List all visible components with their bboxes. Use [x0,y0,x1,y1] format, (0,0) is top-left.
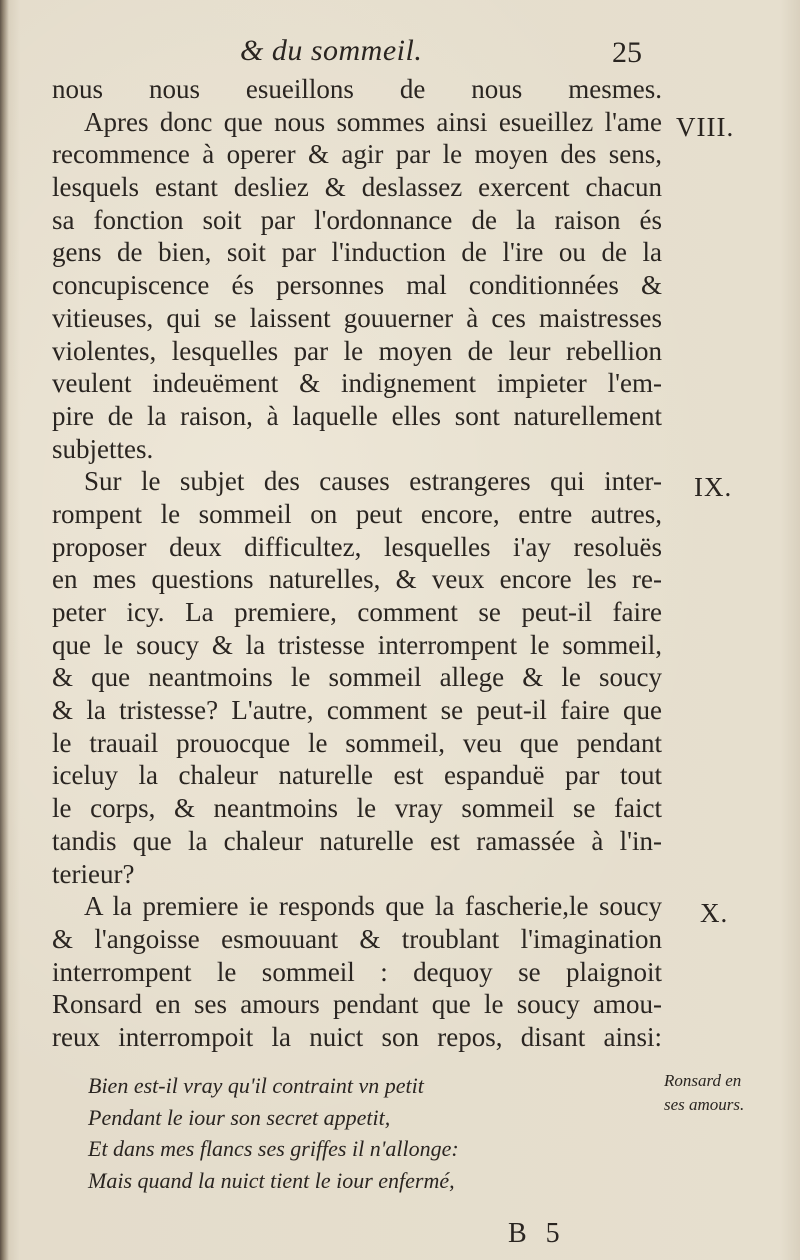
verse-line: Bien est-il vray qu'il contraint vn petit [88,1073,424,1098]
page-number: 25 [612,36,642,69]
verse-line: Pendant le iour son secret appetit, [88,1104,391,1130]
text-line: & la tristesse? L'autre, comment se peut-il faire que [52,695,662,726]
text-line: gens de bien, soit par l'induction de l'ire ou de la [52,237,662,268]
text-line: A la premiere ie responds que la fascherie,le soucy [84,891,662,922]
text-line: pire de la raison, à laquelle elles sont naturellement [52,400,662,431]
margin-source-note: ses amours. [664,1095,745,1114]
running-title: & du sommeil. [240,34,423,67]
verse-line: Et dans mes flancs ses griffes il n'allonge: [88,1136,459,1161]
text-line: reux interrompoit la nuict son repos, disant ainsi: [52,1021,662,1052]
text-line: rompent le sommeil on peut encore, entre autres, [52,498,662,529]
signature-mark: B 5 [508,1218,566,1249]
text-line: iceluy la chaleur naturelle est espanduë par tout [52,760,662,791]
text-line: sa fonction soit par l'ordonnance de la raison és [52,204,662,235]
page-header [0,30,800,70]
verse-line: Mais quand la nuict tient le iour enfermé, [88,1167,455,1193]
text-line: en mes questions naturelles, & veux encore les re- [52,564,662,595]
text-line: que le soucy & la tristesse interrompent le sommeil, [52,629,662,660]
text-line: recommence à operer & agir par le moyen des sens, [52,139,662,170]
text-line: vitieuses, qui se laissent gouuerner à ces maistresses [52,302,662,333]
text-line: violentes, lesquelles par le moyen de leur rebellion [52,335,662,366]
text-line: subjettes. [52,433,154,464]
margin-section-number: VIII. [676,112,735,142]
text-line: le corps, & neantmoins le vray sommeil se faict [52,793,662,824]
text-line: le trauail prouocque le sommeil, veu que pendant [52,727,662,758]
text-line: Apres donc que nous sommes ainsi esueillez l'ame [84,106,662,137]
margin-section-number: X. [700,898,729,928]
text-line: concupiscence és personnes mal conditionnées & [52,270,662,301]
text-line: nous nous esueillons de nous mesmes. [52,74,662,104]
text-line: interrompent le sommeil : dequoy se plaignoit [52,956,662,987]
text-line: & l'angoisse esmouuant & troublant l'imagination [52,923,662,954]
text-line: & que neantmoins le sommeil allege & le soucy [52,662,662,693]
text-line: tandis que la chaleur naturelle est ramassée à l'in- [52,825,662,856]
text-line: Sur le subjet des causes estrangeres qui inter- [84,466,662,497]
text-line: peter icy. La premiere, comment se peut-il faire [52,597,662,627]
text-line: terieur? [52,858,135,889]
text-line: lesquels estant desliez & deslassez exercent chacun [52,172,662,203]
text-line: proposer deux difficultez, lesquelles i'ay resoluës [52,531,662,562]
body-text [52,73,662,1054]
text-line: veulent indeuëment & indignement impieter l'em- [52,368,662,399]
text-line: Ronsard en ses amours pendant que le soucy amou- [52,989,662,1020]
margin-source-note: Ronsard en [664,1071,742,1090]
margin-section-number: IX. [694,472,733,502]
verse-quotation [88,1070,548,1196]
